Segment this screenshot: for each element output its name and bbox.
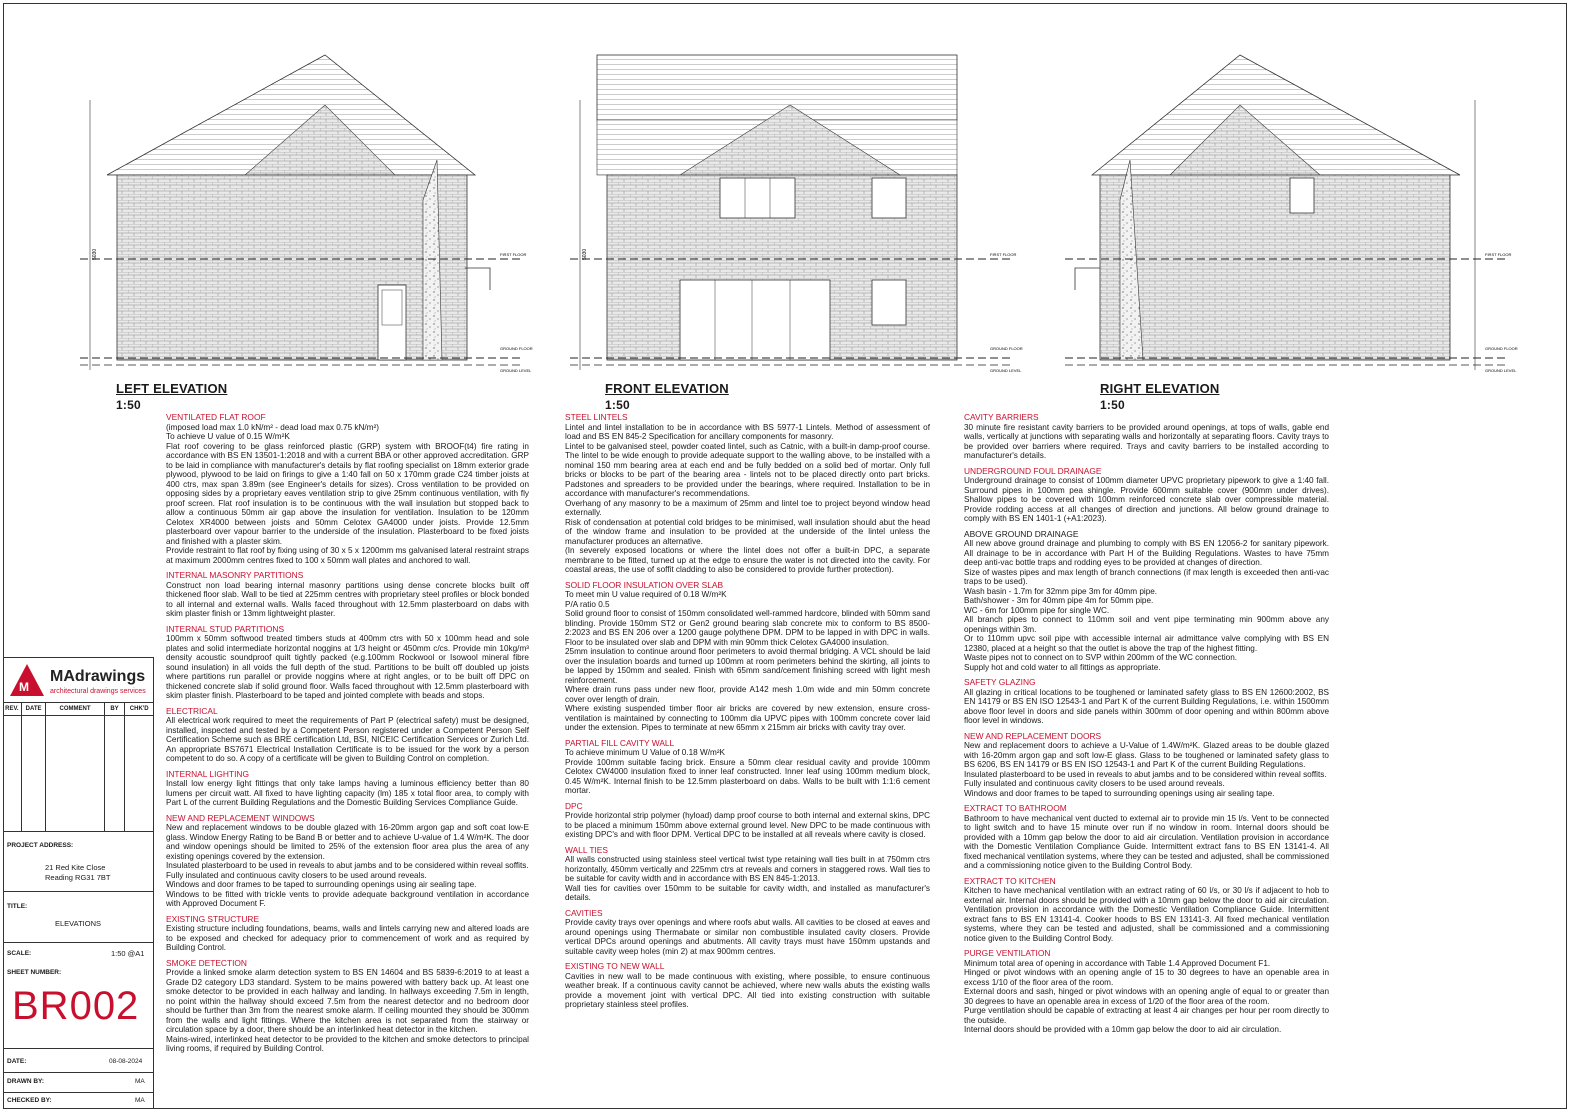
note-paragraph: Insulated plasterboard to be used in reveals to abut jambs and to be considered within reveal soffits. bbox=[964, 769, 1327, 779]
note-paragraph: 30 minute fire resistant cavity barriers to be provided around openings, at tops of walls, gable end walls, vertically at junctions with separating walls and horizontally at separating floors. Cavity trays to be provided over barriers where required. Trays and cavity barriers to be installed according to manufacturer's details. bbox=[964, 422, 1329, 460]
note-heading: EXISTING STRUCTURE bbox=[166, 913, 260, 924]
note-paragraph: (imposed load max 1.0 kN/m² - dead load max 0.75 kN/m²) bbox=[166, 422, 379, 432]
note-paragraph: WC - 6m for 100mm pipe for single WC. bbox=[964, 605, 1110, 615]
note-paragraph: Provide horizontal strip polymer (hyload) damp proof course to both internal and external skins, DPC to be placed a minimum 150mm above external ground level. New DPC to be made continuous with existing DPC's and with floor DPM. Vertical DPC to be installed at all reveals where cavity is closed. bbox=[565, 811, 930, 839]
note-heading: INTERNAL MASONRY PARTITIONS bbox=[166, 570, 304, 580]
note-paragraph: Provide a linked smoke alarm detection system to BS EN 14604 and BS 5839-6:2019 to at least a Grade D2 category LD3 standard. System to be mains powered with battery back up. At least one smoke detector to be provided in each hallway and landing. In hallways exceeding 7.5m in length, no point within the hallway should exceed 7.5m from the nearest detector and no bedroom door should be further than 3m from the nearest smoke alarm. If ceiling mounted they should be 300mm from the walls and light fittings. Where the kitchen area is not separated from the stairway or circulation space by a door, there should be an interlinked heat detector in the kitchen. bbox=[166, 968, 529, 1034]
roof-main bbox=[597, 55, 957, 120]
note-heading: INTERNAL LIGHTING bbox=[166, 768, 249, 779]
checked-by-label: CHECKED BY: bbox=[7, 1097, 52, 1104]
note-paragraph: 25mm insulation to continue around floor perimeters to avoid thermal bridging. A VCL should be laid over the insulation boards and turned up 100mm at room perimeters behind the skirting, all joints to be lapped by 150mm and sealed. Finish with 65mm sand/cement finishing screed with light mesh reinforcement. bbox=[565, 647, 930, 685]
note-paragraph: To achieve U value of 0.15 W/m²K bbox=[166, 432, 290, 441]
note-heading: WALL TIES bbox=[565, 844, 608, 855]
note-paragraph: Bathroom to have mechanical vent ducted to external air to provide min 15 l/s. Vent to be connected to light switch and to have 15 minute over run if no window in room. Internal doors should be provided with a 10mm gap below the door to aid air circulation. Ventilation provision in accordance with the Domestic Ventilation Compliance Guide. Intermittent extract fans to BS EN 13141-4. All fixed mechanical ventilation systems, where they can be tested and adjusted, shall be commissioned and a commissioning notice given to the Building Control Body. bbox=[964, 813, 1329, 870]
note-paragraph: New and replacement doors to achieve a U-Value of 1.4W/m²K. Glazed areas to be double glazed with 16-20mm argon gap and soft low-E glass. Glass to be toughened or laminated safety glass to BS 6206, BS EN 14179 or BS EN ISO 12543-1 and Part K of the current Building Regulations. bbox=[964, 741, 1329, 769]
level-label-ground-floor: GROUND FLOOR bbox=[500, 346, 533, 351]
address-line-2: Reading RG31 7BT bbox=[45, 873, 111, 882]
note-paragraph: Or to 110mm upvc soil pipe with accessible internal air admittance valve complying with BS EN 12380, placed at a height so that the outlet is above the trap of the highest fitting. bbox=[964, 634, 1329, 653]
note-heading: EXISTING TO NEW WALL bbox=[565, 961, 665, 971]
note-heading: ABOVE GROUND DRAINAGE bbox=[964, 528, 1079, 539]
elevation-title-front: FRONT ELEVATION 1:50 bbox=[605, 381, 729, 412]
wall bbox=[117, 175, 467, 360]
note-heading: VENTILATED FLAT ROOF bbox=[166, 412, 266, 422]
company-subtitle: architectural drawings services bbox=[50, 688, 146, 695]
rev-header: REV. bbox=[3, 703, 22, 715]
note-paragraph: Solid ground floor to consist of 150mm consolidated well-rammed hardcore, blinded with 50mm sand blinding. Provide 150mm ST2 or Gen2 ground bearing slab concrete mix to conform to BS 8500-2:2023 and BS EN 206 over a 1200 gauge polythene DPM. DPM to be lapped in with DPC in walls. Floor to be insulated over slab and DPM with min 90mm thick Celotex GA4000 insulation. bbox=[565, 609, 930, 647]
note-paragraph: Lintel and lintel installation to be in accordance with BS 5977-1 Lintels. Method of assessment of load and BS EN 845-2 Specification for ancillary components for masonry. bbox=[565, 422, 930, 441]
note-paragraph: P/A ratio 0.5 bbox=[565, 599, 610, 609]
wall-right bbox=[1100, 175, 1450, 360]
company-name: MAdrawings bbox=[50, 668, 146, 685]
note-paragraph: Mains-wired, interlinked heat detector to be provided to the kitchen and smoke detectors to principal living rooms, if required by Building Control. bbox=[166, 1034, 529, 1053]
level-label-first-floor: FIRST FLOOR bbox=[500, 252, 527, 257]
note-paragraph: Where drain runs pass under new floor, provide A142 mesh 1.0m wide and min 50mm concrete cover over length of drain. bbox=[565, 685, 930, 704]
bifold-doors bbox=[680, 280, 830, 360]
note-paragraph: Construct non load bearing internal masonry partitions using dense concrete blocks built off thickened floor slab. Wall to be tied at 225mm centres with proprietary steel profiles or block bonded to all internal and external walls. Walls faced throughout with 12.5mm plasterboard on dabs with skim plaster finish or 13mm lightweight plaster. bbox=[166, 580, 529, 618]
note-paragraph: (In severely exposed locations or where the lintel does not offer a built-in DPC, a separate membrane to be fitted, turned up at the edge to ensure the water is not directed into the cavity. For coastal areas, the use of soffit cladding to also be considered to provide further protection). bbox=[565, 546, 930, 574]
note-paragraph: Install low energy light fittings that only take lamps having a luminous efficiency better than 80 lumens per circuit watt. All fixed to have lighting capacity (lm) 185 x total floor area, to comply with Part L of the current Building Regulations and the Domestic Building Services Compliance Guide. bbox=[166, 779, 529, 807]
note-paragraph: Wash basin - 1.7m for 32mm pipe 3m for 40mm pipe. bbox=[964, 586, 1158, 596]
note-paragraph: All walls constructed using stainless steel vertical twist type retaining wall ties built in at 750mm ctrs horizontally, 450mm vertically and 225mm ctrs at reveals and corners in staggered rows. Wall ties to be suitable for cavity width and in accordance with BS EN 845-1:2013. bbox=[565, 855, 930, 883]
level-label-ground-level-front: GROUND LEVEL bbox=[990, 368, 1022, 373]
dim-ffl: 5030 bbox=[92, 248, 98, 260]
date-value: 08-08-2024 bbox=[109, 1058, 143, 1065]
note-paragraph: To meet min U value required of 0.18 W/m²K bbox=[565, 590, 727, 599]
note-paragraph: All glazing in critical locations to be toughened or laminated safety glass to BS EN 12600:2002, BS EN 14179 or BS EN ISO 12543-1 and Part K of the current Building Regulations, i.e. within 1500mm above floor level in doors and side panels within 300mm of door opening and within 800mm above floor level in windows. bbox=[964, 687, 1329, 725]
level-label-ground-floor-front: GROUND FLOOR bbox=[990, 346, 1023, 351]
note-heading: ELECTRICAL bbox=[166, 705, 218, 716]
elevation-title-left: LEFT ELEVATION 1:50 bbox=[116, 381, 228, 412]
note-paragraph: To achieve minimum U Value of 0.18 W/m²K bbox=[565, 748, 726, 757]
note-heading: PURGE VENTILATION bbox=[964, 948, 1051, 958]
note-paragraph: Kitchen to have mechanical ventilation with an extract rating of 60 l/s, or 30 l/s if adjacent to hob to external air. Internal doors should be provided with a 10mm gap below the door to aid air circulation. Ventilation provision in accordance with the Domestic Ventilation Compliance Guide. Intermittent extract fans to BS EN 13141-4. Cooker hoods to BS EN 13141-3. All fixed mechanical ventilation systems, where they can be tested and adjusted, shall be commissioned and a commissioning notice given to the Building Control Body. bbox=[964, 886, 1329, 943]
note-paragraph: Windows and door frames to be taped to surrounding openings using air sealing tape. bbox=[166, 880, 477, 889]
note-paragraph: Windows and door frames to be taped to surrounding openings using air sealing tape. bbox=[964, 788, 1275, 798]
scale-value: 1:50 @A1 bbox=[111, 949, 145, 958]
date-header: DATE bbox=[22, 703, 47, 715]
note-heading: EXTRACT TO KITCHEN bbox=[964, 875, 1056, 886]
note-paragraph: Minimum total area of opening in accordance with Table 1.4 Approved Document F1. bbox=[964, 958, 1271, 968]
front-elevation-drawing bbox=[570, 50, 1030, 380]
left-elevation-drawing bbox=[80, 50, 540, 380]
note-heading: EXTRACT TO BATHROOM bbox=[964, 803, 1067, 813]
note-paragraph: Supply hot and cold water to all fittings as appropriate. bbox=[964, 662, 1161, 672]
title-block bbox=[3, 657, 154, 1109]
note-paragraph: Flat roof covering to be glass reinforced plastic (GRP) system with BROOF(t4) fire rating in accordance with BS EN 13501-1:2018 and with a current BBA or other approved accreditation. GRP to be laid in compliance with manufacturer's details by flat roofing specialist on 18mm exterior grade plywood, plywood to be laid on firings to give a 1:40 fall on 50 x 170mm grade C24 timber joists at 400 ctrs, max span 3.89m (see Engineer's details for sizes). Cross ventilation to be provided on opposing sides by a proprietary eaves ventilation strip to give 25mm continuous ventilation, with fly proof screen. Flat roof insulation is to be continuous with the wall insulation but stopped back to allow a continuous 50mm air gap above the insulation for ventilation. Insulation to be 120mm Celotex XR4000 between joists and 50mm Celotex GA4000 under joists. Provide 12.5mm plasterboard over vapour barrier to the underside of the insulation. Plasterboard to be fixed joists and finished with a plaster skim. bbox=[166, 441, 529, 546]
note-heading: SMOKE DETECTION bbox=[166, 957, 247, 968]
note-heading: NEW AND REPLACEMENT WINDOWS bbox=[166, 812, 315, 823]
notes-column-3 bbox=[964, 413, 1329, 1035]
note-paragraph: Lintel to be galvanised steel, powder coated lintel, such as Catnic, with a built-in damp-proof course. The lintel to be wide enough to provide adequate support to the walling above, to be installed with a nominal 150 mm bearing area at each end and be fully bedded on a solid bed of mortar. Only full bricks or blocks to be part of the bearing area - lintels not to be placed directly onto part bricks. Padstones and spreaders to be provided under the bearings, where required. Installation to be in accordance with manufacturer's recommendations. bbox=[565, 441, 930, 498]
dim-ffl-front: 5030 bbox=[582, 248, 588, 260]
note-paragraph: Underground drainage to consist of 100mm diameter UPVC proprietary pipework to give a 1:40 fall. Surround pipes in 100mm pea shingle. Provide 600mm suitable cover (900mm under drives). Shallow pipes to be covered with 100mm reinforced concrete slab over compressible material. Provide rodding access at all changes of direction and junctions. All below ground drainage to comply with BS EN 1401-1 (+A1:2023). bbox=[964, 476, 1329, 523]
note-paragraph: Risk of condensation at potential cold bridges to be minimised, wall insulation should abut the head of the window frame and insulation to be provided at the underside of the lintel unless the manufacturer produces an alternative. bbox=[565, 517, 930, 546]
date-label: DATE: bbox=[7, 1058, 27, 1065]
sheet-number-label: SHEET NUMBER: bbox=[7, 969, 62, 976]
drawn-by-label: DRAWN BY: bbox=[7, 1078, 45, 1085]
by-header: BY bbox=[105, 703, 126, 715]
company-logo: M MAdrawings architectural drawings services bbox=[10, 662, 150, 702]
note-paragraph: Purge ventilation should be capable of extracting at least 4 air changes per hour per room directly to the outside. bbox=[964, 1006, 1329, 1025]
note-paragraph: Hinged or pivot windows with an opening angle of 15 to 30 degrees to have an openable area in excess 1/10 of the floor area of the room. bbox=[964, 968, 1329, 987]
note-paragraph: All new above ground drainage and plumbing to comply with BS EN 12056-2 for sanitary pipework. All drainage to be in accordance with Part H of the Building Regulations. Wastes to have 75mm deep anti-vac bottle traps and rodding eyes to be provided at changes of direction. bbox=[964, 539, 1329, 567]
note-heading: SAFETY GLAZING bbox=[964, 677, 1036, 687]
drawing-title: ELEVATIONS bbox=[55, 919, 101, 928]
level-label-ground-level-right: GROUND LEVEL bbox=[1485, 368, 1517, 373]
note-paragraph: Existing structure including foundations, beams, walls and lintels carrying new and altered loads are to be exposed and checked for adequacy prior to commencement of work and as required by Building Control. bbox=[166, 924, 529, 952]
note-heading: CAVITY BARRIERS bbox=[964, 412, 1039, 422]
checked-by-value: MA bbox=[135, 1097, 145, 1104]
note-heading: SOLID FLOOR INSULATION OVER SLAB bbox=[565, 579, 724, 590]
note-paragraph: 100mm x 50mm softwood treated timbers studs at 400mm ctrs with 50 x 100mm head and sole plates and solid intermediate horizontal noggins at 1/3 height or 450mm c/cs. Provide min 10kg/m³ density acoustic soundproof quilt tightly packed (e.g.100mm Rockwool or Isowool mineral fibre sound insulation) in all voids the full depth of the stud. Partitions to be built off doubled up joists where partitions run parallel or provide noggins where at right angles, or to be built off DPC on thickened concrete slab if solid ground floor. Walls faced throughout with 12.5mm plasterboard with skim plaster finish. Plasterboard to be taped and jointed complete with beads and stops. bbox=[166, 634, 529, 700]
note-paragraph: Internal doors should be provided with a 10mm gap below the door to aid air circulation. bbox=[964, 1025, 1282, 1034]
chkd-header: CHK'D bbox=[129, 706, 149, 712]
level-label-ground-floor-right: GROUND FLOOR bbox=[1485, 346, 1518, 351]
drawn-by-value: MA bbox=[135, 1078, 145, 1085]
project-address-label: PROJECT ADDRESS: bbox=[7, 842, 74, 849]
note-paragraph: Fully insulated and continuous cavity closers to be used around reveals. bbox=[166, 870, 427, 880]
sheet-number: BR002 bbox=[12, 984, 140, 1028]
note-paragraph: Insulated plasterboard to be used in reveals to abut jambs and to be considered within reveal soffits. bbox=[166, 861, 529, 870]
note-paragraph: Windows to be fitted with trickle vents to provide adequate background ventilation in accordance with Approved Document F. bbox=[166, 889, 529, 908]
note-paragraph: Provide restraint to flat roof by fixing using of 30 x 5 x 1200mm ms galvanised lateral restraint straps at maximum 2000mm centres fixed to 100 x 50mm wall plates and anchored to wall. bbox=[166, 546, 529, 565]
note-heading: UNDERGROUND FOUL DRAINAGE bbox=[964, 465, 1102, 476]
note-paragraph: Where existing suspended timber floor air bricks are covered by new extension, ensure cross-ventilation is maintained by connecting to 100mm dia UPVC pipes with 100mm concrete cover laid under the extension. Pipes to terminate at new 65mm x 215mm air bricks with cavity tray over. bbox=[565, 704, 930, 732]
revision-table bbox=[3, 702, 153, 832]
title-label: TITLE: bbox=[7, 903, 28, 910]
note-paragraph: Cavities in new wall to be made continuous with existing, where possible, to ensure continuous weather break. If a continuous cavity cannot be achieved, where new walls abuts the existing walls provide a movement joint with vertical DPC. All tied into existing construction with suitable proprietary stainless steel profiles. bbox=[565, 971, 930, 1009]
note-paragraph: All branch pipes to connect to 110mm soil and vent pipe terminating min 900mm above any openings within 3m. bbox=[964, 615, 1329, 634]
note-heading: CAVITIES bbox=[565, 907, 603, 918]
level-label-ground-level: GROUND LEVEL bbox=[500, 368, 532, 373]
note-paragraph: Size of wastes pipes and max length of branch connections (if max length is exceeded then anti-vac traps to be used). bbox=[964, 567, 1329, 586]
note-paragraph: All electrical work required to meet the requirements of Part P (electrical safety) must be designed, installed, inspected and tested by a Competent Person registered under a Competent Person Self Certification Scheme such as BRE certification Ltd, BSI, NICEIC Certification Services or Zurich Ltd. An appropriate BS7671 Electrical Installation Certificate is to be issued for the work by a person competent to do so. A copy of a certificate will be given to Building Control on completion. bbox=[166, 716, 529, 763]
address-line-1: 21 Red Kite Close bbox=[45, 863, 106, 872]
note-paragraph: New and replacement windows to be double glazed with 16-20mm argon gap and soft coat low-E glass. Window Energy Rating to be Band B or better and to achieve U-value of 1.4 W/m²K. The door and window openings should be limited to 25% of the extension floor area plus the area of any existing openings covered by the extension. bbox=[166, 823, 529, 861]
note-paragraph: Overhang of any masonry to be a maximum of 25mm and lintel toe to project beyond window head externally. bbox=[565, 498, 930, 517]
note-paragraph: External doors and sash, hinged or pivot windows with an opening angle of equal to or greater than 30 degrees to have an openable area in excess of 1/20 of the floor area of the room. bbox=[964, 987, 1329, 1006]
note-paragraph: Bath/shower - 3m for 40mm pipe 4m for 50mm pipe. bbox=[964, 596, 1154, 605]
note-heading: INTERNAL STUD PARTITIONS bbox=[166, 623, 285, 634]
scale-label: SCALE: bbox=[7, 950, 32, 957]
notes-column-2 bbox=[565, 413, 930, 1010]
canopy bbox=[465, 268, 490, 290]
note-heading: NEW AND REPLACEMENT DOORS bbox=[964, 730, 1102, 741]
notes-column-1 bbox=[166, 413, 529, 1054]
level-label-first-floor-right: FIRST FLOOR bbox=[1485, 252, 1512, 257]
note-heading: STEEL LINTELS bbox=[565, 412, 628, 422]
note-paragraph: Waste pipes not to connect on to SVP within 200mm of the WC connection. bbox=[964, 653, 1238, 662]
note-paragraph: Provide 100mm suitable facing brick. Ensure a 50mm clear residual cavity and provide 100mm Celotex CW4000 insulation fixed to inner leaf constructed. Inner leaf using 100mm medium block, 0.45 W/m²K. Internal finish to be 12.5mm plasterboard on dabs. Walls to be built with 1:1:6 cement mortar. bbox=[565, 757, 930, 795]
note-heading: DPC bbox=[565, 800, 583, 811]
note-paragraph: Provide cavity trays over openings and where roofs abut walls. All cavities to be closed at eaves and around openings using Thermabate or similar non combustible insulated cavity closers. Provide vertical DPCs around openings and abutments. All cavity trays must have 150mm upstands and suitable cavity weep holes (min 2) at max 900mm centres. bbox=[565, 918, 930, 956]
right-elevation-drawing bbox=[1065, 50, 1525, 380]
comment-header: COMMENT bbox=[46, 703, 104, 715]
level-label-first-floor-front: FIRST FLOOR bbox=[990, 252, 1017, 257]
elevation-title-right: RIGHT ELEVATION 1:50 bbox=[1100, 381, 1220, 412]
note-paragraph: Fully insulated and continuous cavity closers to be used around reveals. bbox=[964, 779, 1225, 788]
note-heading: PARTIAL FILL CAVITY WALL bbox=[565, 737, 675, 748]
note-paragraph: Wall ties for cavities over 150mm to be suitable for cavity width, and installed as manufacturer's details. bbox=[565, 883, 930, 902]
